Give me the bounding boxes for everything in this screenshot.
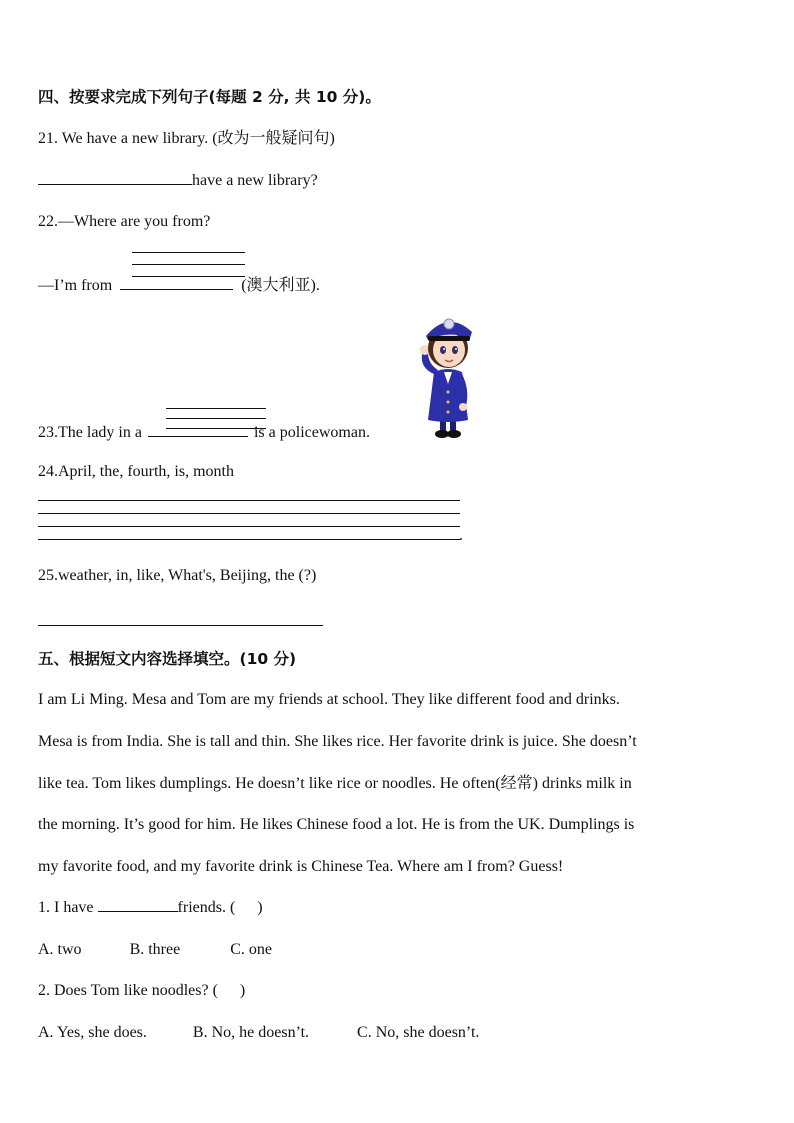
section-4-heading: 四、按要求完成下列句子(每题 2 分, 共 10 分)。 — [38, 88, 381, 106]
s5-q2-option-a[interactable]: A. Yes, she does. — [38, 1024, 147, 1041]
q21-answer-line — [38, 171, 318, 191]
s5-q1-option-b[interactable]: B. three — [129, 941, 181, 958]
q23-sentence — [38, 423, 370, 443]
s5-q2-question: 2. Does Tom like noodles? ( — [38, 982, 218, 999]
q23-writing-line-2[interactable] — [166, 418, 266, 419]
policewoman-illustration — [412, 310, 488, 440]
q22-writing-line-2[interactable] — [132, 264, 245, 265]
q21-prompt: 21. We have a new library. (改为一般疑问句) — [38, 130, 335, 147]
s5-q1-prefix: 1. I have — [38, 899, 94, 916]
q21-answer-suffix: have a new library? — [192, 172, 318, 189]
s5-q1-options — [38, 940, 272, 960]
q22-answer-prefix: —I’m from — [38, 277, 113, 294]
s5-q2-close: ) — [239, 982, 246, 999]
passage-line: I am Li Ming. Mesa and Tom are my friends at school. They like different food and drinks. — [38, 691, 620, 708]
s5-q1-close: ) — [257, 899, 263, 916]
q25-words: 25.weather, in, like, What's, Beijing, the (?) — [38, 567, 317, 584]
q23-blank[interactable] — [148, 436, 248, 437]
q23-prefix: 23.The lady in a — [38, 424, 142, 441]
s5-q2 — [38, 981, 245, 1001]
q22-answer-hint: (澳大利亚). — [241, 277, 320, 294]
q21-blank[interactable] — [38, 184, 192, 185]
s5-q1-option-c[interactable]: C. one — [230, 941, 272, 958]
q22-writing-line-1[interactable] — [132, 252, 245, 253]
passage-line: Mesa is from India. She is tall and thin. She likes rice. Her favorite drink is juice. She doesn’t — [38, 733, 637, 750]
s5-q2-option-c[interactable]: C. No, she doesn’t. — [357, 1024, 480, 1041]
s5-q1 — [38, 898, 263, 918]
q24-writing-line-2[interactable] — [38, 513, 460, 514]
q23-suffix: is a policewoman. — [253, 424, 370, 441]
q24-writing-line-4[interactable] — [38, 539, 460, 540]
q25-writing-line[interactable] — [38, 625, 323, 626]
section-5-heading: 五、根据短文内容选择填空。(10 分) — [38, 650, 297, 668]
s5-q2-options — [38, 1023, 479, 1043]
q22-question: 22.—Where are you from? — [38, 213, 211, 230]
q24-end-mark: . — [459, 527, 463, 544]
s5-q1-option-a[interactable]: A. two — [38, 941, 82, 958]
q22-answer-line — [38, 276, 320, 296]
s5-q2-option-b[interactable]: B. No, he doesn’t. — [192, 1024, 310, 1041]
q24-writing-line-1[interactable] — [38, 500, 460, 501]
passage-line: the morning. It’s good for him. He likes Chinese food a lot. He is from the UK. Dumplings is — [38, 816, 635, 833]
passage-line: like tea. Tom likes dumplings. He doesn’t like rice or noodles. He often(经常) drinks milk in — [38, 775, 632, 792]
passage-line: my favorite food, and my favorite drink is Chinese Tea. Where am I from? Guess! — [38, 858, 564, 875]
s5-q1-blank[interactable] — [98, 911, 178, 912]
s5-q1-suffix: friends. ( — [177, 899, 236, 916]
q22-blank[interactable] — [120, 289, 233, 290]
q23-writing-line-1[interactable] — [166, 408, 266, 409]
q24-words: 24.April, the, fourth, is, month — [38, 463, 234, 480]
q24-writing-line-3[interactable] — [38, 526, 460, 527]
